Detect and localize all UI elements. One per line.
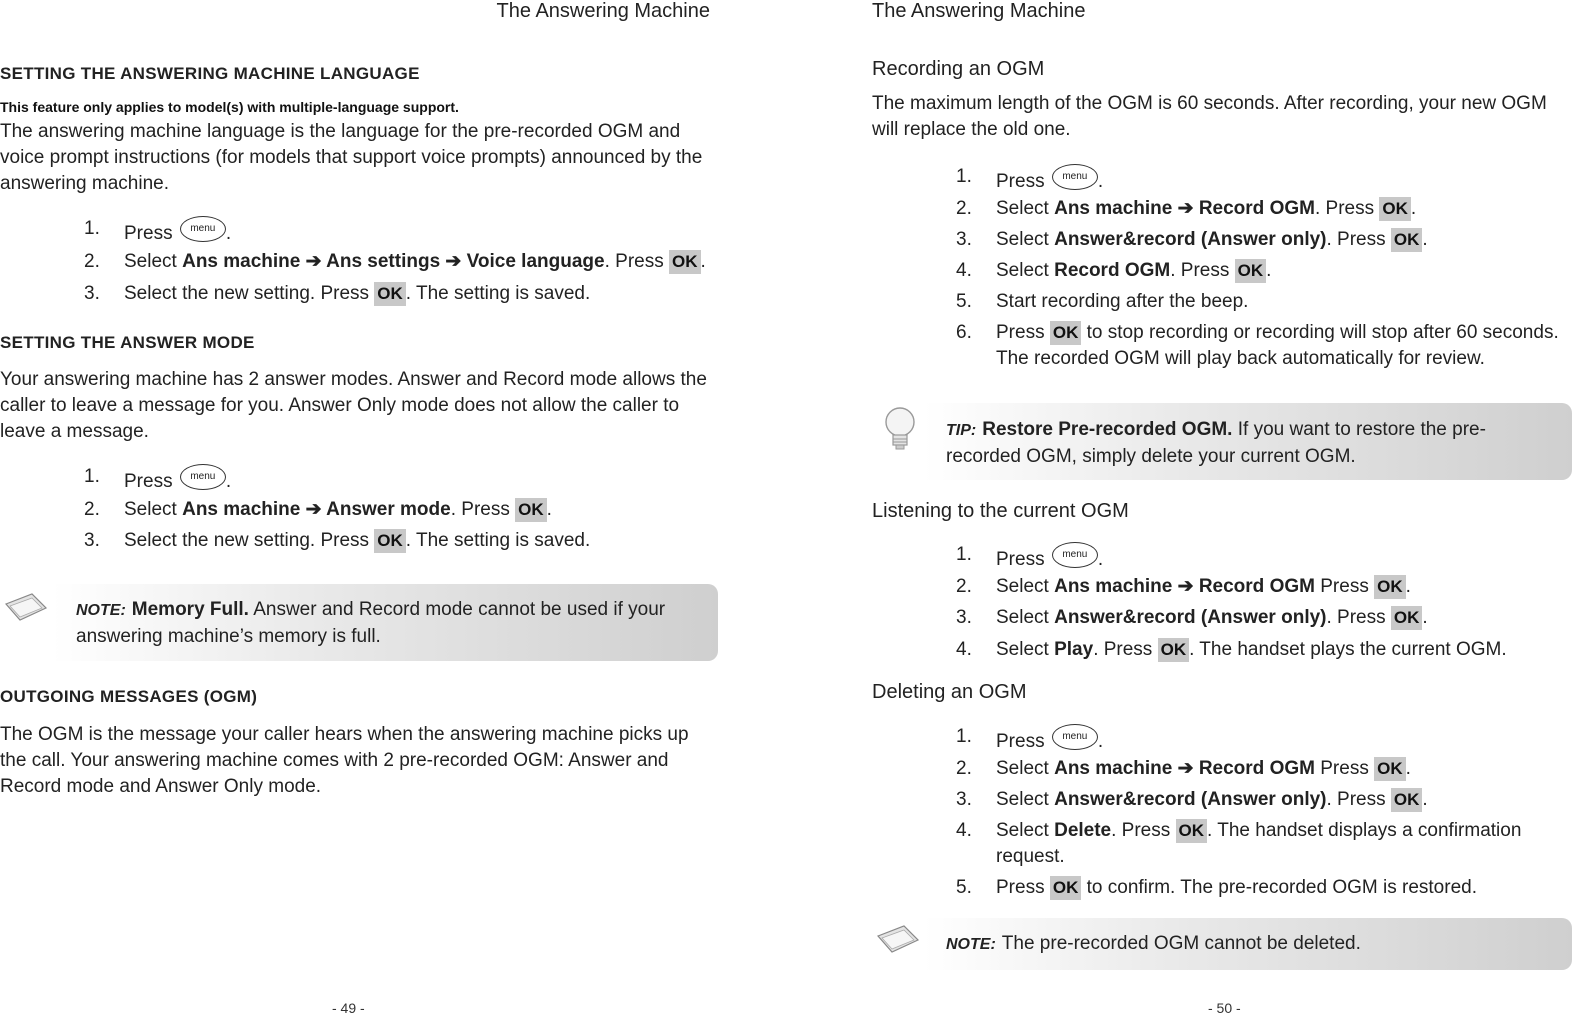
ok-key-icon: OK [669, 250, 701, 274]
tip-text: TIP: Restore Pre-recorded OGM. If you want to restore the pre-recorded OGM, simply delete your current OGM. [946, 419, 1486, 467]
section-heading-language: SETTING THE ANSWERING MACHINE LANGUAGE [0, 64, 420, 83]
ok-key-icon: OK [1050, 876, 1082, 900]
page-number: - 49 - [332, 1000, 365, 1016]
note-label: NOTE: [946, 936, 996, 953]
ok-key-icon: OK [374, 529, 406, 553]
ok-key-icon: OK [1374, 575, 1406, 599]
note-text: NOTE: Memory Full. Answer and Record mode cannot be used if your answering machine’s memory is full. [76, 599, 666, 647]
page-number: - 50 - [1208, 1000, 1241, 1016]
note-text: NOTE: The pre-recorded OGM cannot be deleted. [946, 933, 1361, 954]
ok-key-icon: OK [1391, 606, 1423, 630]
recording-body: The maximum length of the OGM is 60 seconds. After recording, your new OGM will replace the old one. [872, 93, 1547, 140]
left-page: The Answering Machine SETTING THE ANSWERING MACHINE LANGUAGE This feature only applies to model(s) with multiple-language support. The answering machine language is the language for the pre-recorded OGM and voice prompt instructions (for models that support voice prompts) announced by the answering machine. 1. Press menu . 2. Select Ans machine ➔ Ans settings ➔ Voice language. Press OK . 3. Select the new setting. Press OK . The setting is saved. SETTING THE ANSWER MODE Your answering machine has 2 answer modes. Answer and Record mode allows the caller to leave a message for you. Answer Only mode does not allow the caller to leave a message. 1. Press menu . 2. Select Ans machine ➔ Answer mode. Press OK . 3. Select the new setting. Press OK . The setting is saved. NOTE: Memory Full. Answer and Record mode cannot be used if your answering machine’s memory is full. OUTGOING MESSAGES (OGM) The OGM is the message your caller hears when the answering machine picks up the call. Your answering machine comes with 2 pre-recorded OGM: Answer and Record mode and Answer Only mode. - 49 - [0, 0, 720, 1021]
menu-key-icon: menu [1052, 542, 1098, 568]
ok-key-icon: OK [374, 282, 406, 306]
ok-key-icon: OK [1235, 259, 1267, 283]
menu-path: Record OGM [1054, 260, 1171, 281]
note-title: Memory Full. [131, 599, 249, 620]
section-heading-ogm: OUTGOING MESSAGES (OGM) [0, 687, 258, 706]
running-head: The Answering Machine [496, 0, 710, 22]
menu-path: Play [1054, 639, 1094, 660]
menu-path: Ans machine ➔ Answer mode [182, 499, 451, 520]
menu-key-icon: menu [1052, 164, 1098, 190]
note-label: NOTE: [76, 602, 126, 619]
menu-path: Answer&record (Answer only) [1054, 789, 1327, 810]
menu-path: Answer&record (Answer only) [1054, 229, 1327, 250]
ok-key-icon: OK [1391, 228, 1423, 252]
menu-path: Ans machine ➔ Record OGM [1054, 576, 1315, 597]
ok-key-icon: OK [1379, 197, 1411, 221]
note-paper-icon [876, 922, 920, 956]
ogm-body: The OGM is the message your caller hears when the answering machine picks up the call. Your answering machine comes with 2 pre-recorded OGM: Answer and Record mode and Answer Only mode. [0, 724, 689, 797]
menu-path: Answer&record (Answer only) [1054, 607, 1327, 628]
feature-note: This feature only applies to model(s) with multiple-language support. [0, 99, 459, 115]
menu-path: Ans machine ➔ Record OGM [1054, 758, 1315, 779]
section-heading-answer-mode: SETTING THE ANSWER MODE [0, 333, 255, 352]
menu-path: Ans machine ➔ Ans settings ➔ Voice language [182, 251, 605, 272]
menu-key-icon: menu [180, 216, 226, 242]
answer-mode-body: Your answering machine has 2 answer modes. Answer and Record mode allows the caller to leave a message for you. Answer Only mode does not allow the caller to leave a message. [0, 369, 707, 442]
running-head: The Answering Machine [872, 0, 1086, 22]
menu-key-icon: menu [180, 464, 226, 490]
menu-path: Delete [1054, 820, 1112, 841]
tip-title: Restore Pre-recorded OGM. [982, 419, 1233, 440]
tip-label: TIP: [946, 422, 977, 439]
language-body: The answering machine language is the language for the pre-recorded OGM and voice prompt instructions (for models that support voice prompts) announced by the answering machine. [0, 121, 703, 194]
lightbulb-icon [880, 404, 920, 456]
ok-key-icon: OK [1176, 819, 1208, 843]
ok-key-icon: OK [515, 498, 547, 522]
deleting-heading: Deleting an OGM [872, 681, 1027, 703]
menu-path: Ans machine ➔ Record OGM [1054, 198, 1315, 219]
menu-key-icon: menu [1052, 724, 1098, 750]
ok-key-icon: OK [1158, 638, 1190, 662]
ok-key-icon: OK [1374, 757, 1406, 781]
right-page: The Answering Machine Recording an OGM The maximum length of the OGM is 60 seconds. After recording, your new OGM will replace the old one. 1. Press menu . 2. Select Ans machine ➔ Record OGM. Press OK . 3. Select Answer&record (Answer only). Press OK . 4. Select Record OGM. Press OK . 5. Start recording after the beep. 6. Press OK to stop recording or recording will stop after 60 seconds. The recorded OGM will play back automatically for review. TIP: Restore Pre-recorded OGM. If you want to restore the pre-recorded OGM, simply delete your current OGM. Listening to the current OGM 1. Press menu . 2. Select Ans machine ➔ Record OGM Press OK . 3. Select Answer&record (Answer only). Press OK . 4. Select Play. Press OK . The handset plays the current OGM. Deleting an OGM 1. Press menu . 2. Select Ans machine ➔ Record OGM Press OK . 3. Select Answer&record (Answer only). Press OK . 4. Select Delete. Press OK . The handset displays a confirmation request. 5. Press OK to confirm. The pre-recorded OGM is restored. NOTE: The pre-recorded OGM cannot be deleted. - 50 - [872, 0, 1572, 1021]
ok-key-icon: OK [1050, 321, 1082, 345]
note-paper-icon [4, 590, 48, 624]
recording-heading: Recording an OGM [872, 58, 1045, 80]
listening-heading: Listening to the current OGM [872, 500, 1129, 522]
ok-key-icon: OK [1391, 788, 1423, 812]
